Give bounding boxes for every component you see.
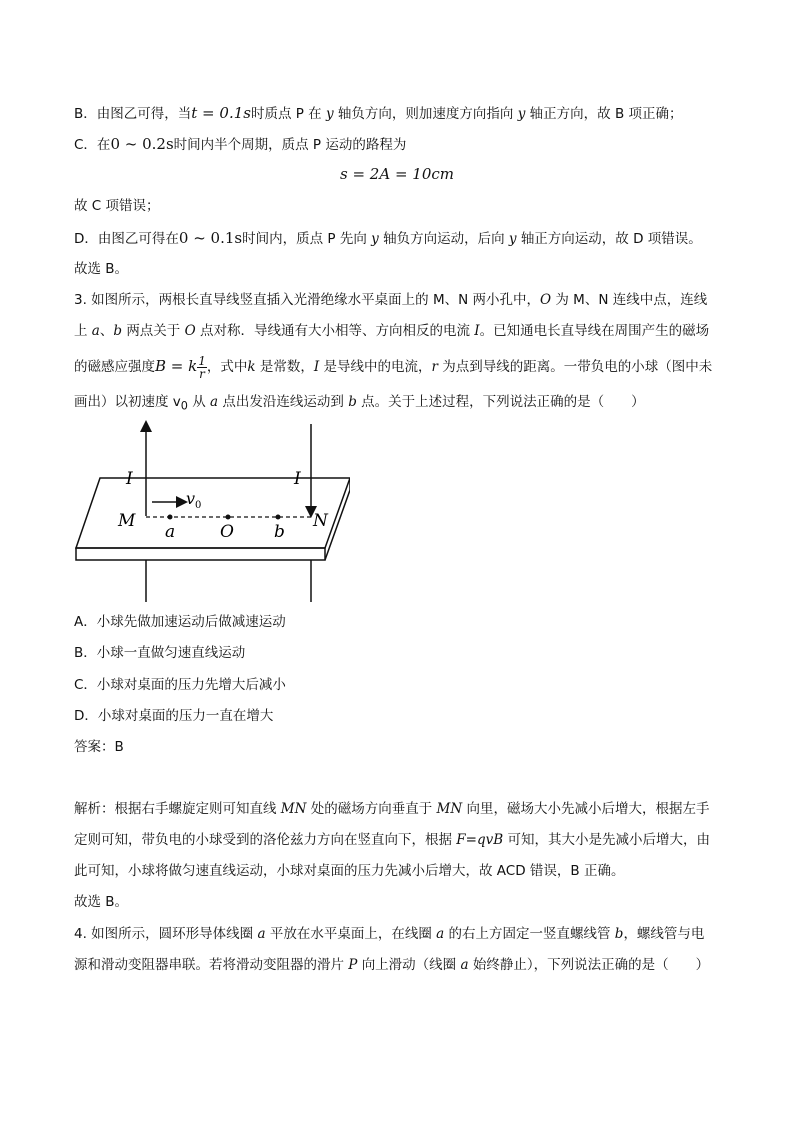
- var-r: r: [431, 359, 438, 375]
- q3-stem-line1: [74, 290, 707, 310]
- var-a: a: [257, 926, 266, 942]
- text: 为 M、N 连线中点，连线: [555, 292, 708, 308]
- text: 轴负方向运动，后向: [383, 231, 505, 247]
- text: B．由图乙可得，当: [74, 106, 192, 122]
- answer: 答案：B: [74, 739, 124, 755]
- var-O: O: [540, 292, 552, 308]
- var-P: P: [348, 957, 358, 973]
- text: 解析：根据右手螺旋定则可知直线: [74, 801, 277, 817]
- q3-stem-line3: [74, 352, 712, 381]
- math-range: 0 ~ 0.2s: [110, 135, 174, 153]
- option-b: B．小球一直做匀速直线运动: [74, 645, 246, 661]
- point-a: [168, 515, 173, 520]
- label-I-left: I: [126, 469, 133, 489]
- option-d-analysis: [74, 228, 702, 249]
- text: 时间内半个周期，质点 P 运动的路程为: [173, 137, 407, 153]
- denominator: r: [199, 366, 205, 381]
- var-O: O: [184, 323, 196, 339]
- text: 上: [74, 323, 88, 339]
- q4-stem-line1: [74, 924, 704, 944]
- text: 可知，其大小是先减小后增大，由: [507, 832, 710, 848]
- label-v-sub: 0: [195, 500, 202, 511]
- var-a: a: [91, 323, 100, 339]
- var-MN: MN: [436, 801, 463, 817]
- text: 轴正方向运动，故 D 项错误。: [520, 231, 702, 247]
- text: D．由图乙可得在: [74, 231, 179, 247]
- text: 两点关于: [126, 323, 181, 339]
- text: 3. 如图所示，两根长直导线竖直插入光滑绝缘水平桌面上的 M、N 两小孔中，: [74, 292, 540, 308]
- var-y: y: [325, 106, 334, 122]
- q3-stem-line4: [74, 392, 645, 417]
- formula-B: B = k: [155, 357, 198, 375]
- text: 的磁感应强度: [74, 359, 155, 375]
- var-a: a: [210, 394, 219, 410]
- text: ，式中: [206, 359, 248, 375]
- text: 源和滑动变阻器串联。若将滑动变阻器的滑片: [74, 957, 344, 973]
- text: 。已知通电长直导线在周围产生的磁场: [479, 323, 710, 339]
- option-d: D．小球对桌面的压力一直在增大: [74, 708, 274, 724]
- label-M: M: [118, 511, 136, 531]
- option-c-conclusion: 故 C 项错误；: [74, 198, 160, 214]
- numerator: 1: [198, 353, 206, 368]
- answer-conclusion: 故选 B。: [74, 261, 129, 277]
- text: 从: [192, 394, 206, 410]
- text: 向上滑动（线圈: [361, 957, 457, 973]
- label-a: a: [165, 522, 176, 542]
- analysis-line1: [74, 799, 709, 819]
- text: 处的磁场方向垂直于: [310, 801, 433, 817]
- label-v: v: [186, 489, 196, 508]
- var-y: y: [517, 106, 526, 122]
- text: 画出）以初速度 v: [74, 394, 181, 410]
- var-I: I: [313, 359, 320, 375]
- math-t: t = 0.1s: [191, 104, 251, 122]
- text: 时质点 P 在: [250, 106, 322, 122]
- text: 向里，磁场大小先减小后增大，根据左手: [466, 801, 710, 817]
- text: 的右上方固定一竖直螺线管: [448, 926, 611, 942]
- text: 时间内，质点 P 先向: [242, 231, 367, 247]
- var-y: y: [508, 231, 517, 247]
- q3-figure: [70, 420, 350, 605]
- analysis-line3: 此可知，小球将做匀速直线运动，小球对桌面的压力先减小后增大，故 ACD 错误，B 正确。: [74, 863, 625, 879]
- text: 平放在水平桌面上，在线圈: [269, 926, 432, 942]
- text: ，螺线管与电: [623, 926, 705, 942]
- text: 是常数，: [259, 359, 314, 375]
- label-O: O: [220, 522, 234, 542]
- var-b: b: [348, 394, 357, 410]
- var-a: a: [436, 926, 445, 942]
- var-b: b: [113, 323, 123, 339]
- q4-stem-line2: [74, 955, 709, 975]
- option-b-analysis: [74, 103, 683, 124]
- var-I: I: [474, 323, 480, 339]
- math-range: 0 ~ 0.1s: [178, 229, 243, 247]
- var-MN: MN: [280, 801, 307, 817]
- text: 为点到导线的距离。一带负电的小球（图中未: [442, 359, 713, 375]
- point-b: [276, 515, 281, 520]
- text: C．在: [74, 137, 111, 153]
- analysis-line2: [74, 830, 710, 850]
- subscript: 0: [180, 399, 188, 413]
- text: 轴负方向，则加速度方向指向: [337, 106, 514, 122]
- text: 是导线中的电流，: [323, 359, 432, 375]
- fraction: [197, 355, 207, 380]
- point-O: [226, 515, 231, 520]
- formula-F: F=qvB: [456, 832, 504, 848]
- text: 点出发沿连线运动到: [222, 394, 344, 410]
- text: 4. 如图所示，圆环形导体线圈: [74, 926, 254, 942]
- text: 始终静止），下列说法正确的是（ ）: [472, 957, 710, 973]
- label-b: b: [274, 522, 285, 542]
- option-c-analysis: [74, 134, 406, 155]
- path-formula: s = 2A = 10cm: [340, 165, 454, 183]
- option-a: A．小球先做加速运动后做减速运动: [74, 614, 286, 630]
- label-I-right: I: [294, 469, 301, 489]
- text: 、: [99, 323, 114, 339]
- text: 轴正方向，故 B 项正确；: [529, 106, 683, 122]
- var-y: y: [371, 231, 379, 247]
- var-a: a: [460, 957, 469, 973]
- label-N: N: [313, 511, 328, 531]
- text: 点对称．导线通有大小相等、方向相反的电流: [199, 323, 470, 339]
- q3-stem-line2: [74, 321, 709, 341]
- text: 点。关于上述过程，下列说法正确的是（ ）: [361, 394, 645, 410]
- option-c: C．小球对桌面的压力先增大后减小: [74, 677, 286, 693]
- var-b: b: [614, 926, 624, 942]
- analysis-line4: 故选 B。: [74, 894, 129, 910]
- table-edge: [76, 548, 325, 560]
- text: 定则可知，带负电的小球受到的洛伦兹力方向在竖直向下，根据: [74, 832, 452, 848]
- var-k: k: [247, 359, 256, 375]
